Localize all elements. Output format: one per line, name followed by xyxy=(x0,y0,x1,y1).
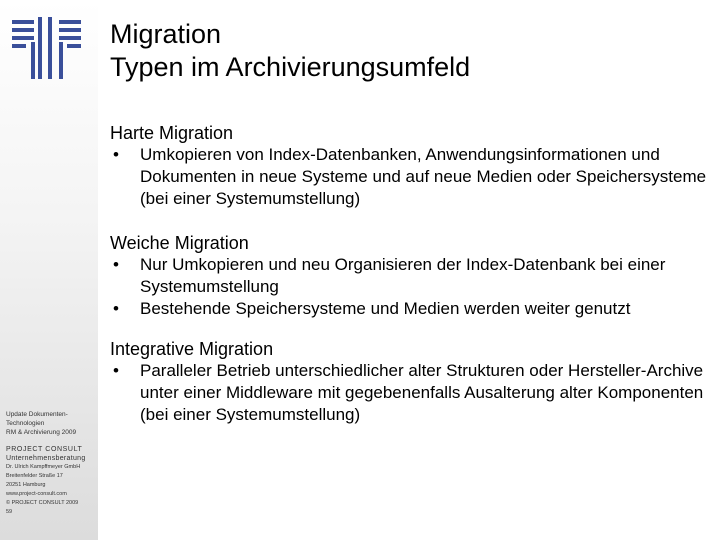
sidebar-info xyxy=(6,410,96,517)
event-line: Technologien xyxy=(6,420,45,427)
page-number: 59 xyxy=(6,509,13,515)
section-heading: Weiche Migration xyxy=(110,233,249,253)
section-weiche-migration xyxy=(110,232,710,320)
bullet-marker: • xyxy=(113,299,119,318)
bullet-marker: • xyxy=(113,361,119,380)
legal-name: Dr. Ulrich Kampffmeyer GmbH xyxy=(6,464,81,470)
copyright-notice: © PROJECT CONSULT 2009 xyxy=(6,500,79,506)
bullet-text: Umkopieren von Index-Datenbanken, Anwendungsinformationen und Dokumenten in neue Systeme und auf neue Medien oder Speichersysteme (bei einer Systemumstellung) xyxy=(140,145,707,208)
bullet-item xyxy=(110,144,710,210)
street-address: Breitenfelder Straße 17 xyxy=(6,473,63,479)
bullet-item xyxy=(110,360,710,426)
company-subtitle: Unternehmensberatung xyxy=(6,455,86,462)
section-harte-migration xyxy=(110,122,710,210)
website-link[interactable]: www.project-consult.com xyxy=(6,491,67,497)
slide-content xyxy=(110,122,710,426)
bullet-marker: • xyxy=(113,145,119,164)
bullet-item xyxy=(110,298,710,320)
bullet-text: Nur Umkopieren und neu Organisieren der Index-Datenbank bei einer Systemumstellung xyxy=(140,255,666,296)
title-line-2: Typen im Archivierungsumfeld xyxy=(110,52,471,82)
slide-title xyxy=(110,18,710,84)
bullet-text: Bestehende Speichersysteme und Medien werden weiter genutzt xyxy=(140,299,631,318)
company-name: PROJECT CONSULT xyxy=(6,446,83,453)
event-line: RM & Archivierung 2009 xyxy=(6,429,77,436)
title-line-1: Migration xyxy=(110,19,222,49)
sidebar xyxy=(0,0,98,540)
city-address: 20251 Hamburg xyxy=(6,482,46,488)
event-line: Update Dokumenten- xyxy=(6,411,68,418)
bullet-item xyxy=(110,254,710,298)
project-consult-logo xyxy=(12,17,82,79)
section-heading: Integrative Migration xyxy=(110,339,274,359)
section-integrative-migration xyxy=(110,338,710,426)
section-heading: Harte Migration xyxy=(110,123,234,143)
bullet-text: Paralleler Betrieb unterschiedlicher alter Strukturen oder Hersteller-Archive unter einer Middleware mit gegebenenfalls Ausalterung alter Komponenten (bei einer Systemumstellung) xyxy=(140,361,704,424)
bullet-marker: • xyxy=(113,255,119,274)
